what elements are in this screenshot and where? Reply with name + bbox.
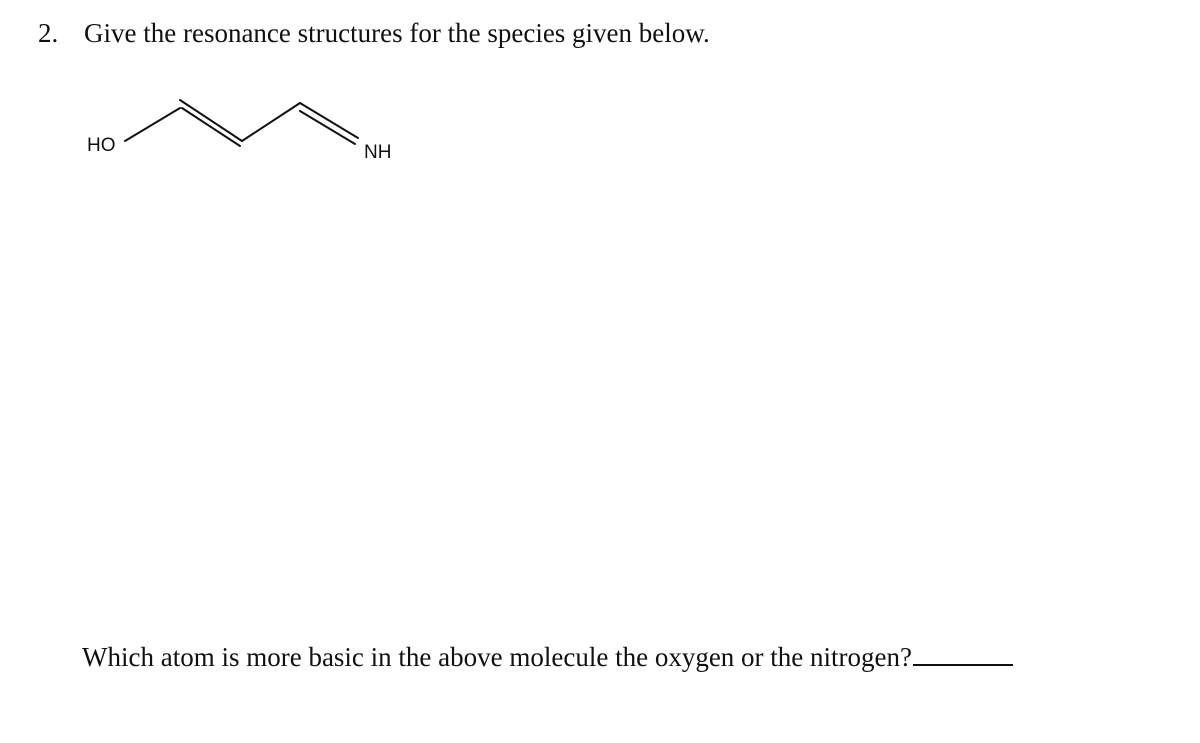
bond-c3-n bbox=[300, 103, 358, 138]
basicity-question-text: Which atom is more basic in the above molecule the oxygen or the nitrogen? bbox=[82, 642, 912, 672]
bond-c2-c3 bbox=[242, 103, 300, 141]
hydroxyl-label: HO bbox=[87, 135, 116, 156]
bond-o-c1 bbox=[125, 108, 180, 141]
basicity-question bbox=[82, 638, 1013, 676]
answer-blank-line[interactable] bbox=[913, 638, 1013, 666]
question-number: 2. bbox=[38, 18, 59, 48]
imine-label: NH bbox=[364, 142, 392, 163]
bond-c3-n-second bbox=[300, 111, 355, 144]
bond-c1-c2-second bbox=[182, 108, 240, 146]
bond-c1-c2 bbox=[180, 100, 242, 141]
question-text: Give the resonance structures for the species given below. bbox=[84, 18, 710, 48]
